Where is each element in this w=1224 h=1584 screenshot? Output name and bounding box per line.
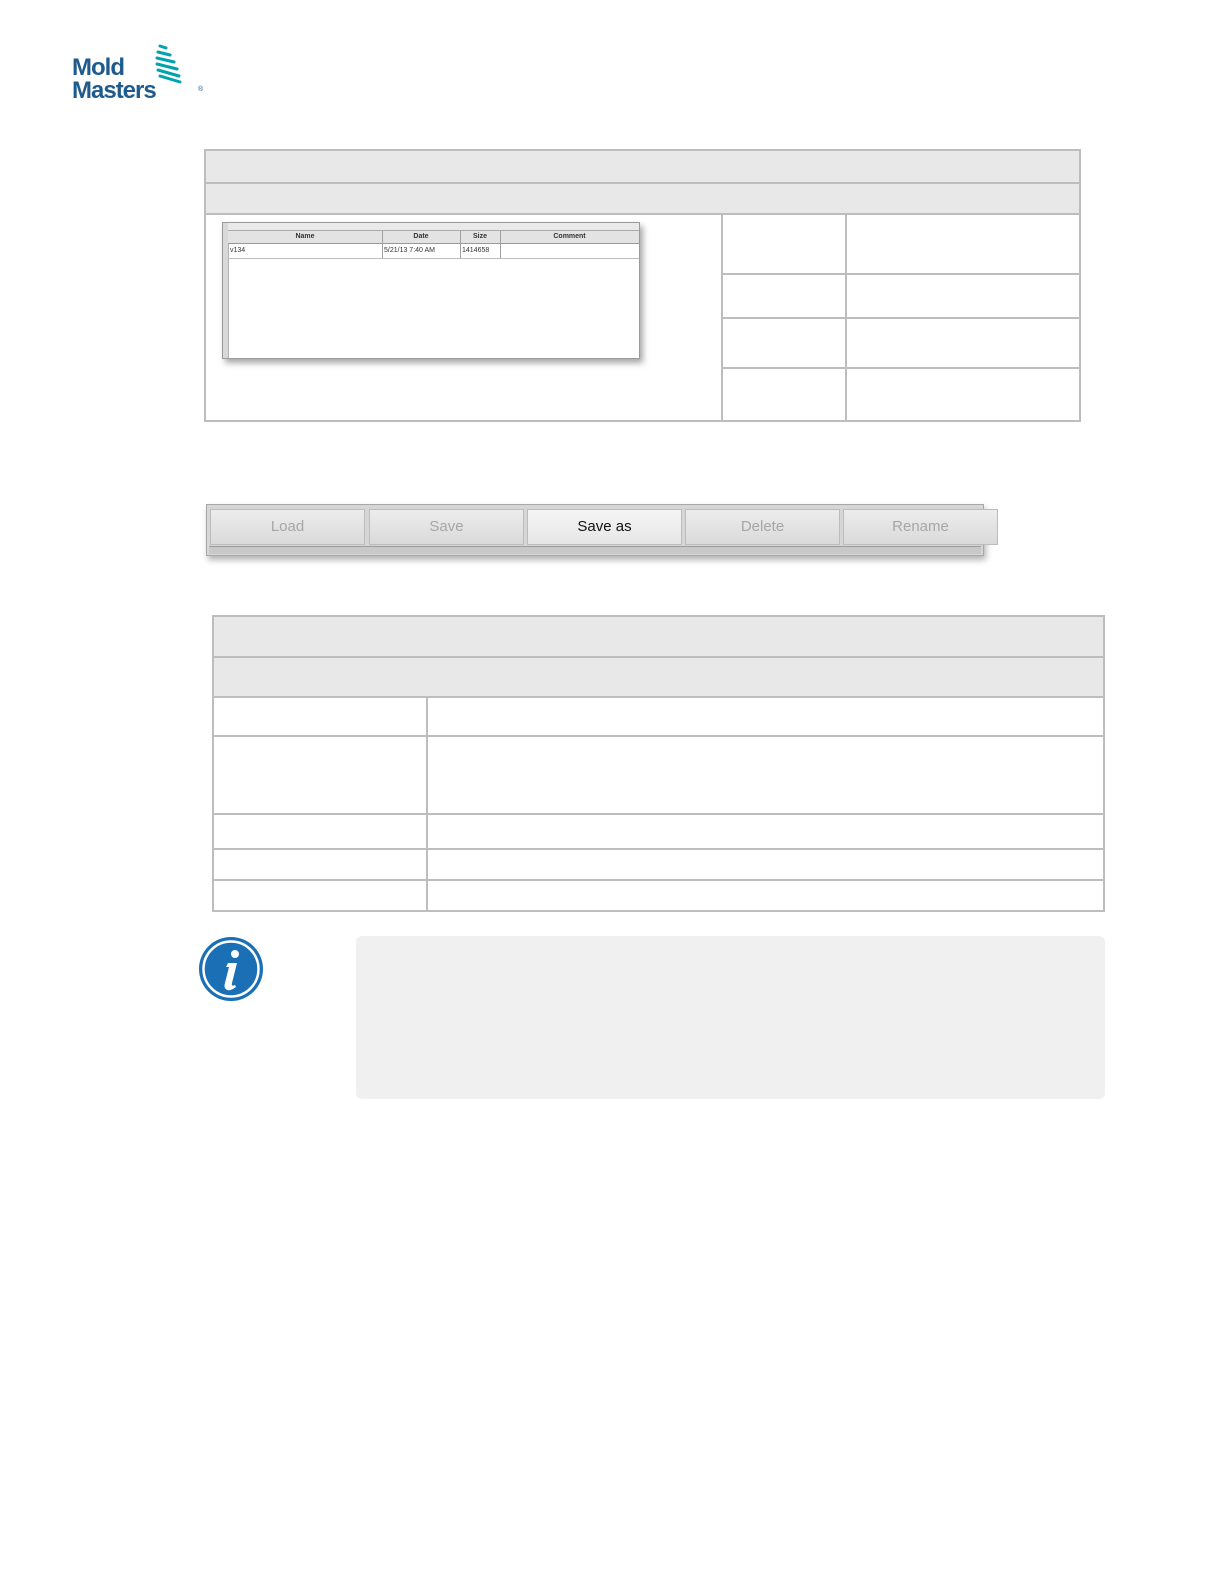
- company-logo: [72, 42, 212, 104]
- save-button[interactable]: Save: [369, 509, 524, 545]
- row-divider: [722, 317, 1079, 319]
- column-separator: [460, 231, 461, 259]
- cell-size[interactable]: 1414658: [462, 247, 490, 254]
- table-header-row: [214, 617, 1103, 658]
- cell-date[interactable]: 5/21/13 7:40 AM: [384, 247, 435, 254]
- file-action-toolbar: [206, 504, 984, 556]
- toolbar-bottom-strip: [209, 546, 981, 554]
- table-subheader-row: [214, 658, 1103, 698]
- button-description-table: [212, 615, 1105, 912]
- delete-button[interactable]: Delete: [685, 509, 840, 545]
- row-divider: [214, 735, 1103, 737]
- column-header-comment: Comment: [553, 233, 586, 240]
- row-divider: [214, 879, 1103, 881]
- column-header-size: Size: [472, 233, 487, 240]
- info-icon: [198, 936, 264, 1002]
- table-header-row: [206, 151, 1079, 184]
- row-divider: [214, 848, 1103, 850]
- row-divider: [214, 813, 1103, 815]
- column-header-name: Name: [295, 233, 315, 240]
- rename-button[interactable]: Rename: [843, 509, 998, 545]
- row-divider: [722, 273, 1079, 275]
- table-subheader-row: [206, 184, 1079, 215]
- column-separator: [500, 231, 501, 259]
- column-header-date: Date: [413, 233, 429, 240]
- note-box: [356, 936, 1105, 1099]
- save-as-button[interactable]: Save as: [527, 509, 682, 545]
- file-list-screenshot: [222, 222, 640, 359]
- row-divider: [722, 367, 1079, 369]
- screenshot-top-bar: [228, 223, 639, 230]
- column-separator: [382, 231, 383, 259]
- load-button[interactable]: Load: [210, 509, 365, 545]
- row-separator: [228, 258, 639, 259]
- logo-word-mold: Mold: [72, 54, 124, 81]
- logo-word-masters: Masters: [72, 77, 156, 104]
- screenshot-table-header: [228, 230, 639, 244]
- cell-name[interactable]: v134: [230, 247, 246, 254]
- registered-mark: ®: [198, 86, 204, 93]
